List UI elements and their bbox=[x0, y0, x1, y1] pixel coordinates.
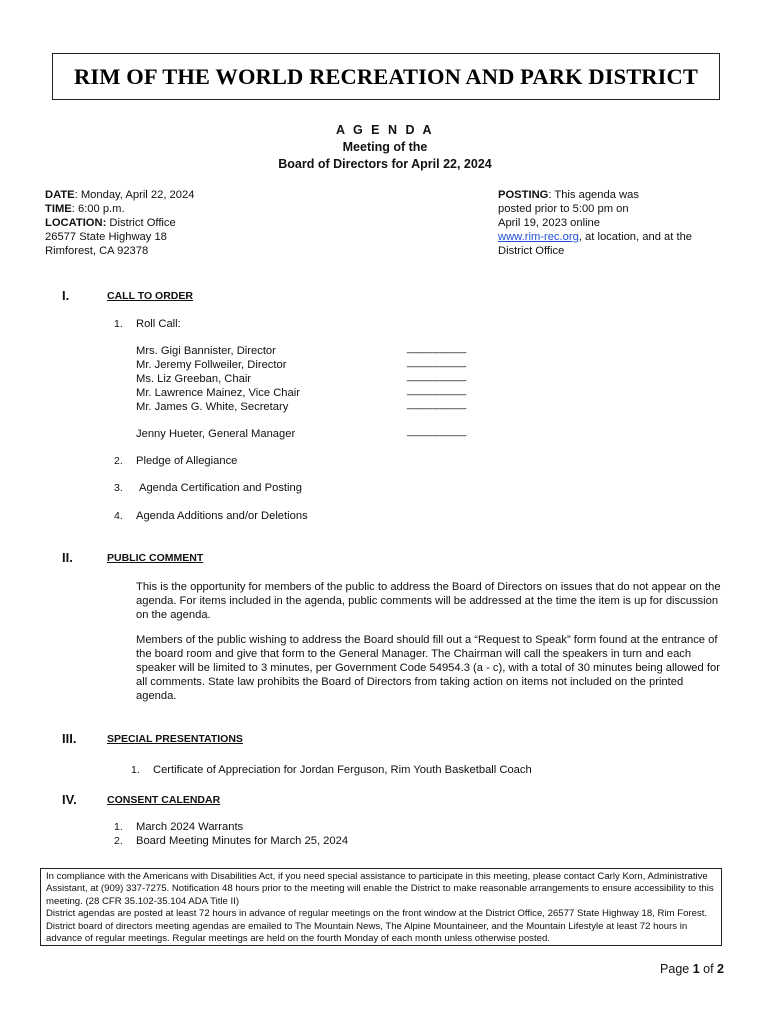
time-row bbox=[45, 202, 194, 216]
s1-item2-number: 2. bbox=[114, 455, 123, 467]
posting-text-4: , at location, and at the bbox=[578, 231, 693, 243]
location-value: District Office bbox=[106, 217, 176, 229]
s4-item2-text: Board Meeting Minutes for March 25, 2024 bbox=[136, 835, 349, 847]
section-1-title: CALL TO ORDER bbox=[107, 290, 193, 302]
general-manager: Jenny Hueter, General Manager bbox=[136, 428, 296, 440]
roll-blank: _________ bbox=[407, 398, 467, 410]
location-row bbox=[45, 216, 194, 230]
roll-call-list bbox=[136, 344, 300, 414]
roll-member: Mr. Jeremy Follweiler, Director bbox=[136, 359, 287, 371]
title-box bbox=[52, 53, 720, 100]
section-2-numeral: II. bbox=[62, 550, 73, 565]
roll-member: Mr. Lawrence Mainez, Vice Chair bbox=[136, 387, 300, 399]
time-label: TIME bbox=[45, 203, 72, 215]
posting-text-1: : This agenda was bbox=[548, 189, 639, 201]
roll-blank: _________ bbox=[407, 356, 467, 368]
s1-item1-text: Roll Call: bbox=[136, 318, 181, 330]
section-4-title: CONSENT CALENDAR bbox=[107, 794, 221, 806]
page-current: 1 bbox=[692, 962, 700, 976]
s4-item1-number: 1. bbox=[114, 821, 123, 833]
page-total: 2 bbox=[717, 962, 724, 976]
meeting-line: Meeting of the bbox=[342, 140, 428, 154]
address-line-1: 26577 State Highway 18 bbox=[45, 231, 167, 243]
location-label: LOCATION: bbox=[45, 217, 107, 229]
posting-notice: District agendas are posted at least 72 hours in advance of regular meetings on the front window at the District Office, 26577 State Highway 18, Rim Forest. District board of directors meeting agendas are emailed to The Mountain News, The Alpine Mountaineer, and the Mountain Lifestyle at least 72 hours in advance of regular meetings. Regular meetings are held on the fourth Monday of each month unless otherwise posted. bbox=[46, 908, 708, 945]
roll-blank: _________ bbox=[407, 370, 467, 382]
s4-item2-number: 2. bbox=[114, 835, 123, 847]
roll-blank: _________ bbox=[407, 425, 467, 437]
s1-item4-number: 4. bbox=[114, 510, 123, 522]
posting-text-2: posted prior to 5:00 pm on bbox=[498, 203, 629, 215]
posting-label: POSTING bbox=[498, 189, 549, 201]
roll-member: Mr. James G. White, Secretary bbox=[136, 401, 289, 413]
page-prefix: Page bbox=[660, 962, 693, 976]
section-1-numeral: I. bbox=[62, 288, 70, 303]
s1-item4-text: Agenda Additions and/or Deletions bbox=[136, 510, 308, 522]
roll-blank: _________ bbox=[407, 384, 467, 396]
s1-item2-text: Pledge of Allegiance bbox=[136, 455, 238, 467]
ada-notice-box bbox=[40, 868, 722, 946]
meeting-info bbox=[45, 188, 194, 258]
time-value: : 6:00 p.m. bbox=[71, 203, 125, 215]
roll-member: Ms. Liz Greeban, Chair bbox=[136, 373, 252, 385]
posting-text-3: April 19, 2023 online bbox=[498, 217, 601, 229]
roll-member: Mrs. Gigi Bannister, Director bbox=[136, 345, 276, 357]
date-value: : Monday, April 22, 2024 bbox=[74, 189, 195, 201]
posting-text-5: District Office bbox=[498, 245, 565, 257]
section-3-numeral: III. bbox=[62, 731, 77, 746]
date-label: DATE bbox=[45, 189, 75, 201]
section-4-numeral: IV. bbox=[62, 792, 77, 807]
page-of: of bbox=[699, 962, 718, 976]
section-3-title: SPECIAL PRESENTATIONS bbox=[107, 733, 243, 745]
section-2-title: PUBLIC COMMENT bbox=[107, 552, 204, 564]
s1-item3-number: 3. bbox=[114, 482, 123, 494]
s3-item1-number: 1. bbox=[131, 764, 140, 776]
agenda-label: A G E N D A bbox=[335, 123, 435, 137]
public-comment-paragraph-1: This is the opportunity for members of the public to address the Board of Directors on issues that do not appear on the agenda. For items included in the agenda, public comments will be addressed at the time the item is up for discussion on the agenda. bbox=[136, 581, 721, 621]
website-link[interactable]: www.rim-rec.org bbox=[498, 231, 579, 243]
posting-row-4 bbox=[498, 230, 728, 244]
agenda-heading bbox=[0, 122, 770, 173]
posting-info bbox=[498, 188, 728, 258]
s4-item1-text: March 2024 Warrants bbox=[136, 821, 244, 833]
s1-item1-number: 1. bbox=[114, 318, 123, 330]
roll-blank: _________ bbox=[407, 342, 467, 354]
ada-notice: In compliance with the Americans with Disabilities Act, if you need special assistance to participate in this meeting, please contact Carly Korn, Administrative Assistant, at (909) 337-7275. Notification 48 hours prior to the meeting will enable the District to make reasonable arrangements to ensure accessibility to this meeting. (28 CFR 35.102-35.104 ADA Title II) bbox=[46, 871, 714, 907]
document-title: RIM OF THE WORLD RECREATION AND PARK DISTRICT bbox=[74, 63, 698, 89]
public-comment-paragraph-2: Members of the public wishing to address the Board should fill out a “Request to Speak” form found at the entrance of the board room and give that form to the General Manager. The Chairman will call the speakers in turn and each speaker will be limited to 3 minutes, per Government Code 54954.3 (a - c), with a total of 30 minutes being allowed for all comments. State law prohibits the Board of Directors from taking action on items not included on the printed agenda. bbox=[136, 634, 720, 702]
address-line-2: Rimforest, CA 92378 bbox=[45, 245, 149, 257]
s1-item3-text: Agenda Certification and Posting bbox=[139, 482, 302, 494]
s3-item1-text: Certificate of Appreciation for Jordan Ferguson, Rim Youth Basketball Coach bbox=[153, 764, 532, 776]
board-line: Board of Directors for April 22, 2024 bbox=[278, 157, 492, 171]
page-number bbox=[660, 962, 724, 976]
date-row bbox=[45, 188, 194, 202]
posting-row-1 bbox=[498, 188, 728, 202]
